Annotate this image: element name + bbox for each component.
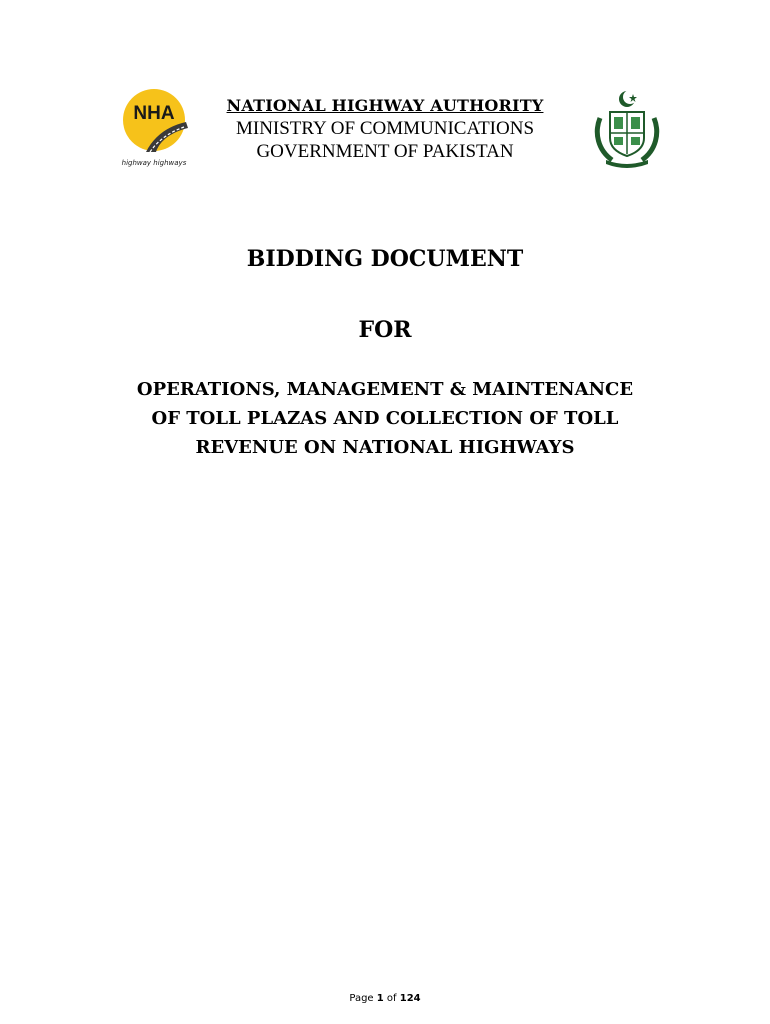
subject-line: REVENUE ON NATIONAL HIGHWAYS xyxy=(195,437,575,458)
page-word: Page xyxy=(349,993,374,1004)
header-block xyxy=(200,95,570,163)
ministry-name: MINISTRY OF COMMUNICATIONS xyxy=(235,118,535,139)
total-pages-number: 124 xyxy=(399,993,421,1004)
of-word: of xyxy=(386,993,397,1004)
nha-logo xyxy=(116,86,192,168)
document-subject xyxy=(85,375,685,462)
nha-logo-text: NHA xyxy=(133,103,175,124)
subject-line: OF TOLL PLAZAS AND COLLECTION OF TOLL xyxy=(151,408,619,429)
document-title: BIDDING DOCUMENT xyxy=(246,246,524,272)
for-label: FOR xyxy=(358,317,412,343)
page-footer xyxy=(0,992,770,1006)
pakistan-emblem-icon xyxy=(592,88,662,168)
organization-name: NATIONAL HIGHWAY AUTHORITY xyxy=(226,96,544,115)
government-name: GOVERNMENT OF PAKISTAN xyxy=(256,141,514,162)
current-page-number: 1 xyxy=(376,993,384,1004)
subject-line: OPERATIONS, MANAGEMENT & MAINTENANCE xyxy=(136,379,634,400)
nha-logo-tagline: highway highways xyxy=(121,159,187,167)
